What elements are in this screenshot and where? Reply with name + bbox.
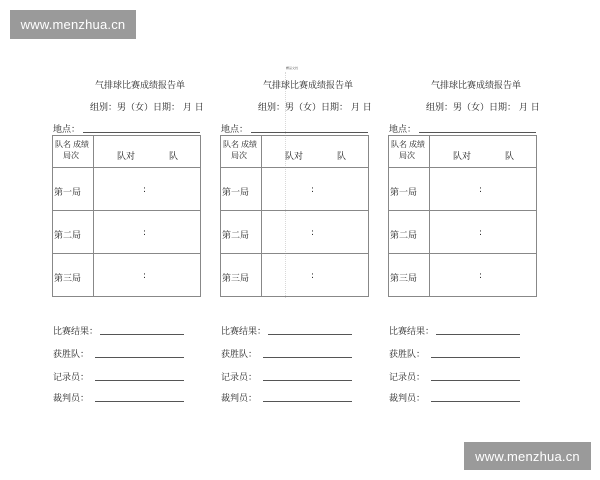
round-1-label: 第一局 bbox=[54, 188, 82, 198]
match-result-blank[interactable] bbox=[100, 334, 184, 335]
group-date-line: 组别：男（女）日期： 月 日 bbox=[426, 103, 540, 113]
location-label: 地点： bbox=[53, 125, 81, 135]
header-score: 成绩 bbox=[409, 140, 425, 149]
form-title: 气排球比赛成绩报告单 bbox=[94, 81, 185, 91]
table-row-divider bbox=[53, 167, 200, 168]
table-row-divider bbox=[221, 210, 368, 211]
round-1-label: 第一局 bbox=[222, 188, 250, 198]
round-2-score-separator[interactable]: : bbox=[479, 228, 483, 238]
referee-label: 裁判员： bbox=[221, 394, 258, 404]
score-report-form-3 bbox=[386, 78, 551, 408]
recorder-label: 记录员： bbox=[221, 373, 258, 383]
score-table bbox=[220, 135, 369, 297]
match-result-blank[interactable] bbox=[436, 334, 520, 335]
form-title: 气排球比赛成绩报告单 bbox=[262, 81, 353, 91]
location-blank[interactable] bbox=[83, 132, 200, 133]
recorder-label: 记录员： bbox=[389, 373, 426, 383]
round-3-label: 第三局 bbox=[54, 274, 82, 284]
round-2-score-separator[interactable]: : bbox=[311, 228, 315, 238]
match-result-label: 比赛结果： bbox=[389, 327, 435, 337]
score-report-form-2 bbox=[218, 78, 383, 408]
referee-label: 裁判员： bbox=[53, 394, 90, 404]
table-row-divider bbox=[221, 253, 368, 254]
score-table bbox=[52, 135, 201, 297]
match-result-blank[interactable] bbox=[268, 334, 352, 335]
table-row-divider bbox=[53, 210, 200, 211]
header-round: 局次 bbox=[63, 151, 79, 160]
table-row-divider bbox=[221, 167, 368, 168]
table-row-divider bbox=[53, 253, 200, 254]
header-score: 成绩 bbox=[73, 140, 89, 149]
table-row-divider bbox=[389, 253, 536, 254]
header-team-vs: 队对 bbox=[453, 152, 472, 162]
round-3-label: 第三局 bbox=[390, 274, 418, 284]
referee-blank[interactable] bbox=[431, 401, 520, 402]
referee-blank[interactable] bbox=[95, 401, 184, 402]
round-2-label: 第二局 bbox=[222, 231, 250, 241]
recorder-label: 记录员： bbox=[53, 373, 90, 383]
group-date-line: 组别：男（女）日期： 月 日 bbox=[258, 103, 372, 113]
header-team: 队 bbox=[505, 152, 515, 162]
header-team-name: 队名 bbox=[391, 140, 407, 149]
round-3-score-separator[interactable]: : bbox=[479, 271, 483, 281]
group-date-line: 组别：男（女）日期： 月 日 bbox=[90, 103, 204, 113]
winner-blank[interactable] bbox=[431, 357, 520, 358]
header-team-vs: 队对 bbox=[285, 152, 304, 162]
table-row-divider bbox=[389, 167, 536, 168]
header-team: 队 bbox=[169, 152, 179, 162]
location-label: 地点： bbox=[389, 125, 417, 135]
referee-blank[interactable] bbox=[263, 401, 352, 402]
winner-label: 获胜队： bbox=[389, 350, 426, 360]
recorder-blank[interactable] bbox=[431, 380, 520, 381]
round-3-score-separator[interactable]: : bbox=[143, 271, 147, 281]
round-2-score-separator[interactable]: : bbox=[143, 228, 147, 238]
header-team-name: 队名 bbox=[55, 140, 71, 149]
score-table bbox=[388, 135, 537, 297]
table-column-divider bbox=[429, 136, 430, 296]
match-result-label: 比赛结果： bbox=[53, 327, 99, 337]
watermark-top: www.menzhua.cn bbox=[10, 10, 136, 39]
winner-label: 获胜队： bbox=[53, 350, 90, 360]
round-1-score-separator[interactable]: : bbox=[311, 185, 315, 195]
location-blank[interactable] bbox=[251, 132, 368, 133]
round-3-score-separator[interactable]: : bbox=[311, 271, 315, 281]
round-2-label: 第二局 bbox=[54, 231, 82, 241]
header-tiny-text: 精品文档 bbox=[286, 66, 299, 70]
recorder-blank[interactable] bbox=[95, 380, 184, 381]
watermark-bottom: www.menzhua.cn bbox=[464, 442, 591, 470]
winner-label: 获胜队： bbox=[221, 350, 258, 360]
round-1-score-separator[interactable]: : bbox=[143, 185, 147, 195]
round-1-score-separator[interactable]: : bbox=[479, 185, 483, 195]
round-1-label: 第一局 bbox=[390, 188, 418, 198]
table-row-divider bbox=[389, 210, 536, 211]
round-2-label: 第二局 bbox=[390, 231, 418, 241]
header-team-name: 队名 bbox=[223, 140, 239, 149]
form-title: 气排球比赛成绩报告单 bbox=[430, 81, 521, 91]
header-score: 成绩 bbox=[241, 140, 257, 149]
table-column-divider bbox=[93, 136, 94, 296]
match-result-label: 比赛结果： bbox=[221, 327, 267, 337]
header-team-vs: 队对 bbox=[117, 152, 136, 162]
recorder-blank[interactable] bbox=[263, 380, 352, 381]
winner-blank[interactable] bbox=[263, 357, 352, 358]
location-blank[interactable] bbox=[419, 132, 536, 133]
winner-blank[interactable] bbox=[95, 357, 184, 358]
header-team: 队 bbox=[337, 152, 347, 162]
header-round: 局次 bbox=[231, 151, 247, 160]
score-report-form-1 bbox=[50, 78, 215, 408]
round-3-label: 第三局 bbox=[222, 274, 250, 284]
location-label: 地点： bbox=[221, 125, 249, 135]
referee-label: 裁判员： bbox=[389, 394, 426, 404]
header-round: 局次 bbox=[399, 151, 415, 160]
table-column-divider bbox=[261, 136, 262, 296]
